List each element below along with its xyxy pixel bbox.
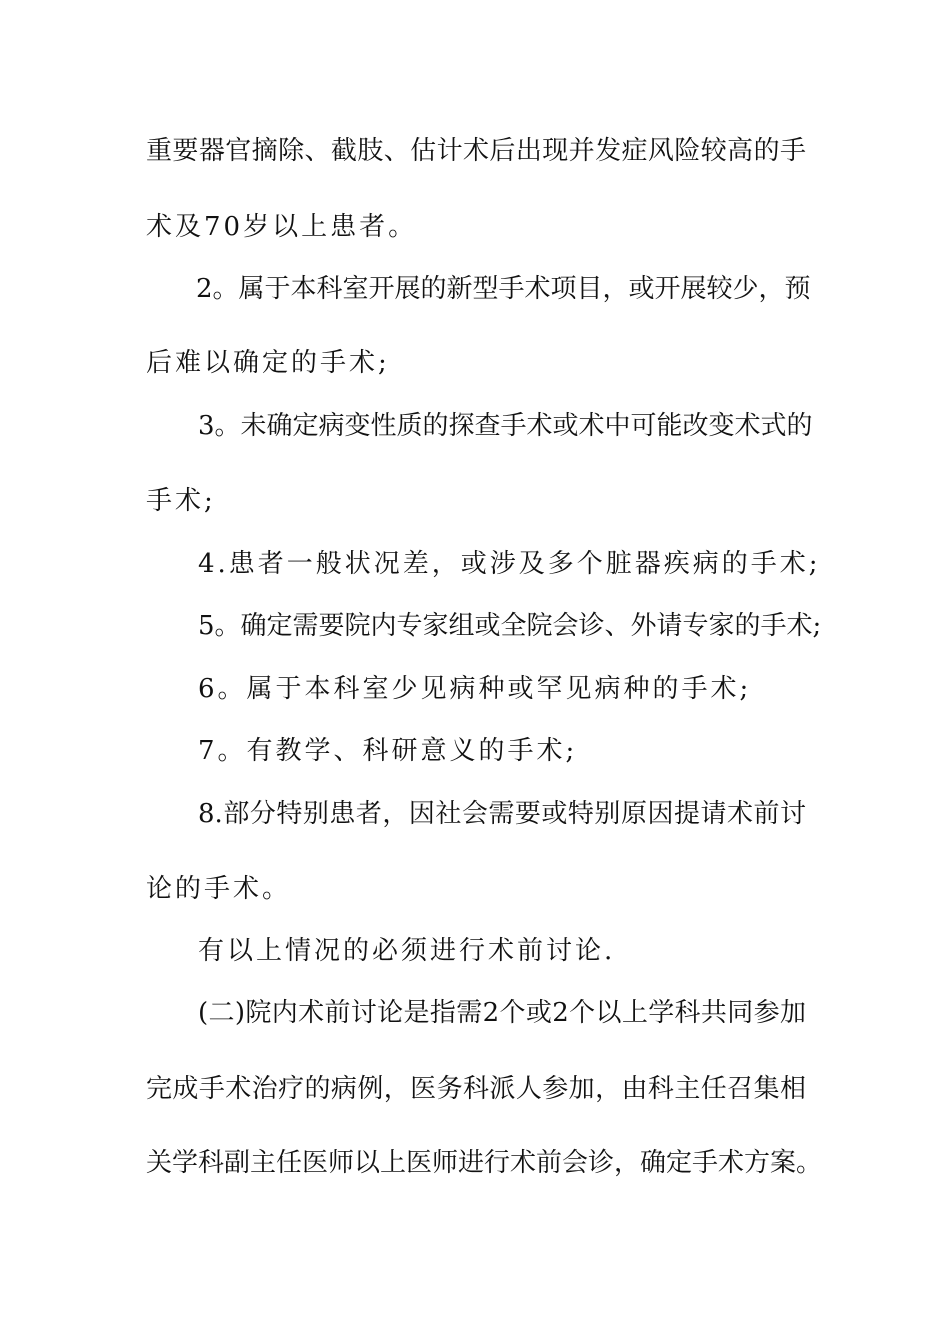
- list-item-7: 7。有教学、科研意义的手术;: [198, 736, 578, 766]
- section-two-line-3: 关学科副主任医师以上医师进行术前会诊，确定手术方案。: [146, 1148, 823, 1178]
- section-two-line-1: (二)院内术前讨论是指需2个或2个以上学科共同参加: [198, 998, 806, 1028]
- list-item-3-line-2: 手术;: [146, 486, 216, 516]
- list-item-2-line-2: 后难以确定的手术;: [146, 348, 390, 378]
- list-item-4: 4.患者一般状况差，或涉及多个脏器疾病的手术;: [198, 549, 821, 579]
- list-item-2-line-1: 2。属于本科室开展的新型手术项目，或开展较少，预: [196, 274, 811, 304]
- list-item-6: 6。属于本科室少见病种或罕见病种的手术;: [198, 674, 752, 704]
- section-two-line-2: 完成手术治疗的病例，医务科派人参加，由科主任召集相: [146, 1074, 806, 1104]
- list-item-5: 5。确定需要院内专家组或全院会诊、外请专家的手术;: [198, 611, 822, 641]
- list-item-8-line-2: 论的手术。: [146, 874, 292, 904]
- paragraph-line: 术及70岁以上患者。: [146, 212, 418, 242]
- summary-sentence: 有以上情况的必须进行术前讨论.: [198, 936, 616, 966]
- paragraph-line: 重要器官摘除、截肢、估计术后出现并发症风险较高的手: [146, 136, 806, 166]
- list-item-8-line-1: 8.部分特别患者，因社会需要或特别原因提请术前讨: [198, 799, 806, 829]
- list-item-3-line-1: 3。未确定病变性质的探查手术或术中可能改变术式的: [198, 411, 813, 441]
